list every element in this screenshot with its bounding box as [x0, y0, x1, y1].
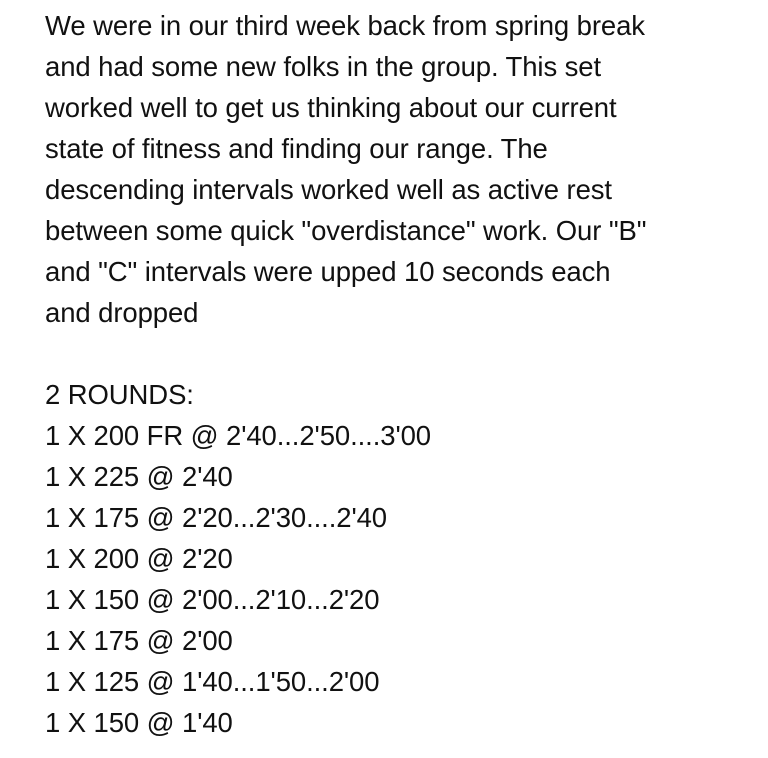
- set-line: 1 X 150 @ 2'00...2'10...2'20: [45, 584, 380, 615]
- paragraph-line: We were in our third week back from spring break: [45, 10, 645, 41]
- set-line: 1 X 200 @ 2'20: [45, 543, 233, 574]
- swim-set: [45, 374, 745, 743]
- paragraph-line: and "C" intervals were upped 10 seconds each: [45, 256, 611, 287]
- paragraph-line: between some quick "overdistance" work. Our "B": [45, 215, 647, 246]
- paragraph-line: descending intervals worked well as active rest: [45, 174, 612, 205]
- set-line: 1 X 200 FR @ 2'40...2'50....3'00: [45, 420, 431, 451]
- paragraph-line: state of fitness and finding our range. The: [45, 133, 548, 164]
- paragraph-line: and dropped: [45, 297, 199, 328]
- note-paragraph: [45, 5, 745, 333]
- note-body[interactable]: [45, 5, 745, 743]
- set-line: 1 X 175 @ 2'00: [45, 625, 233, 656]
- blank-line: [45, 333, 745, 374]
- paragraph-line: and had some new folks in the group. This set: [45, 51, 602, 82]
- set-line: 1 X 150 @ 1'40: [45, 707, 233, 738]
- paragraph-line: worked well to get us thinking about our current: [45, 92, 617, 123]
- set-line: 1 X 125 @ 1'40...1'50...2'00: [45, 666, 380, 697]
- set-line: 1 X 225 @ 2'40: [45, 461, 233, 492]
- set-heading: 2 ROUNDS:: [45, 379, 194, 410]
- set-line: 1 X 175 @ 2'20...2'30....2'40: [45, 502, 387, 533]
